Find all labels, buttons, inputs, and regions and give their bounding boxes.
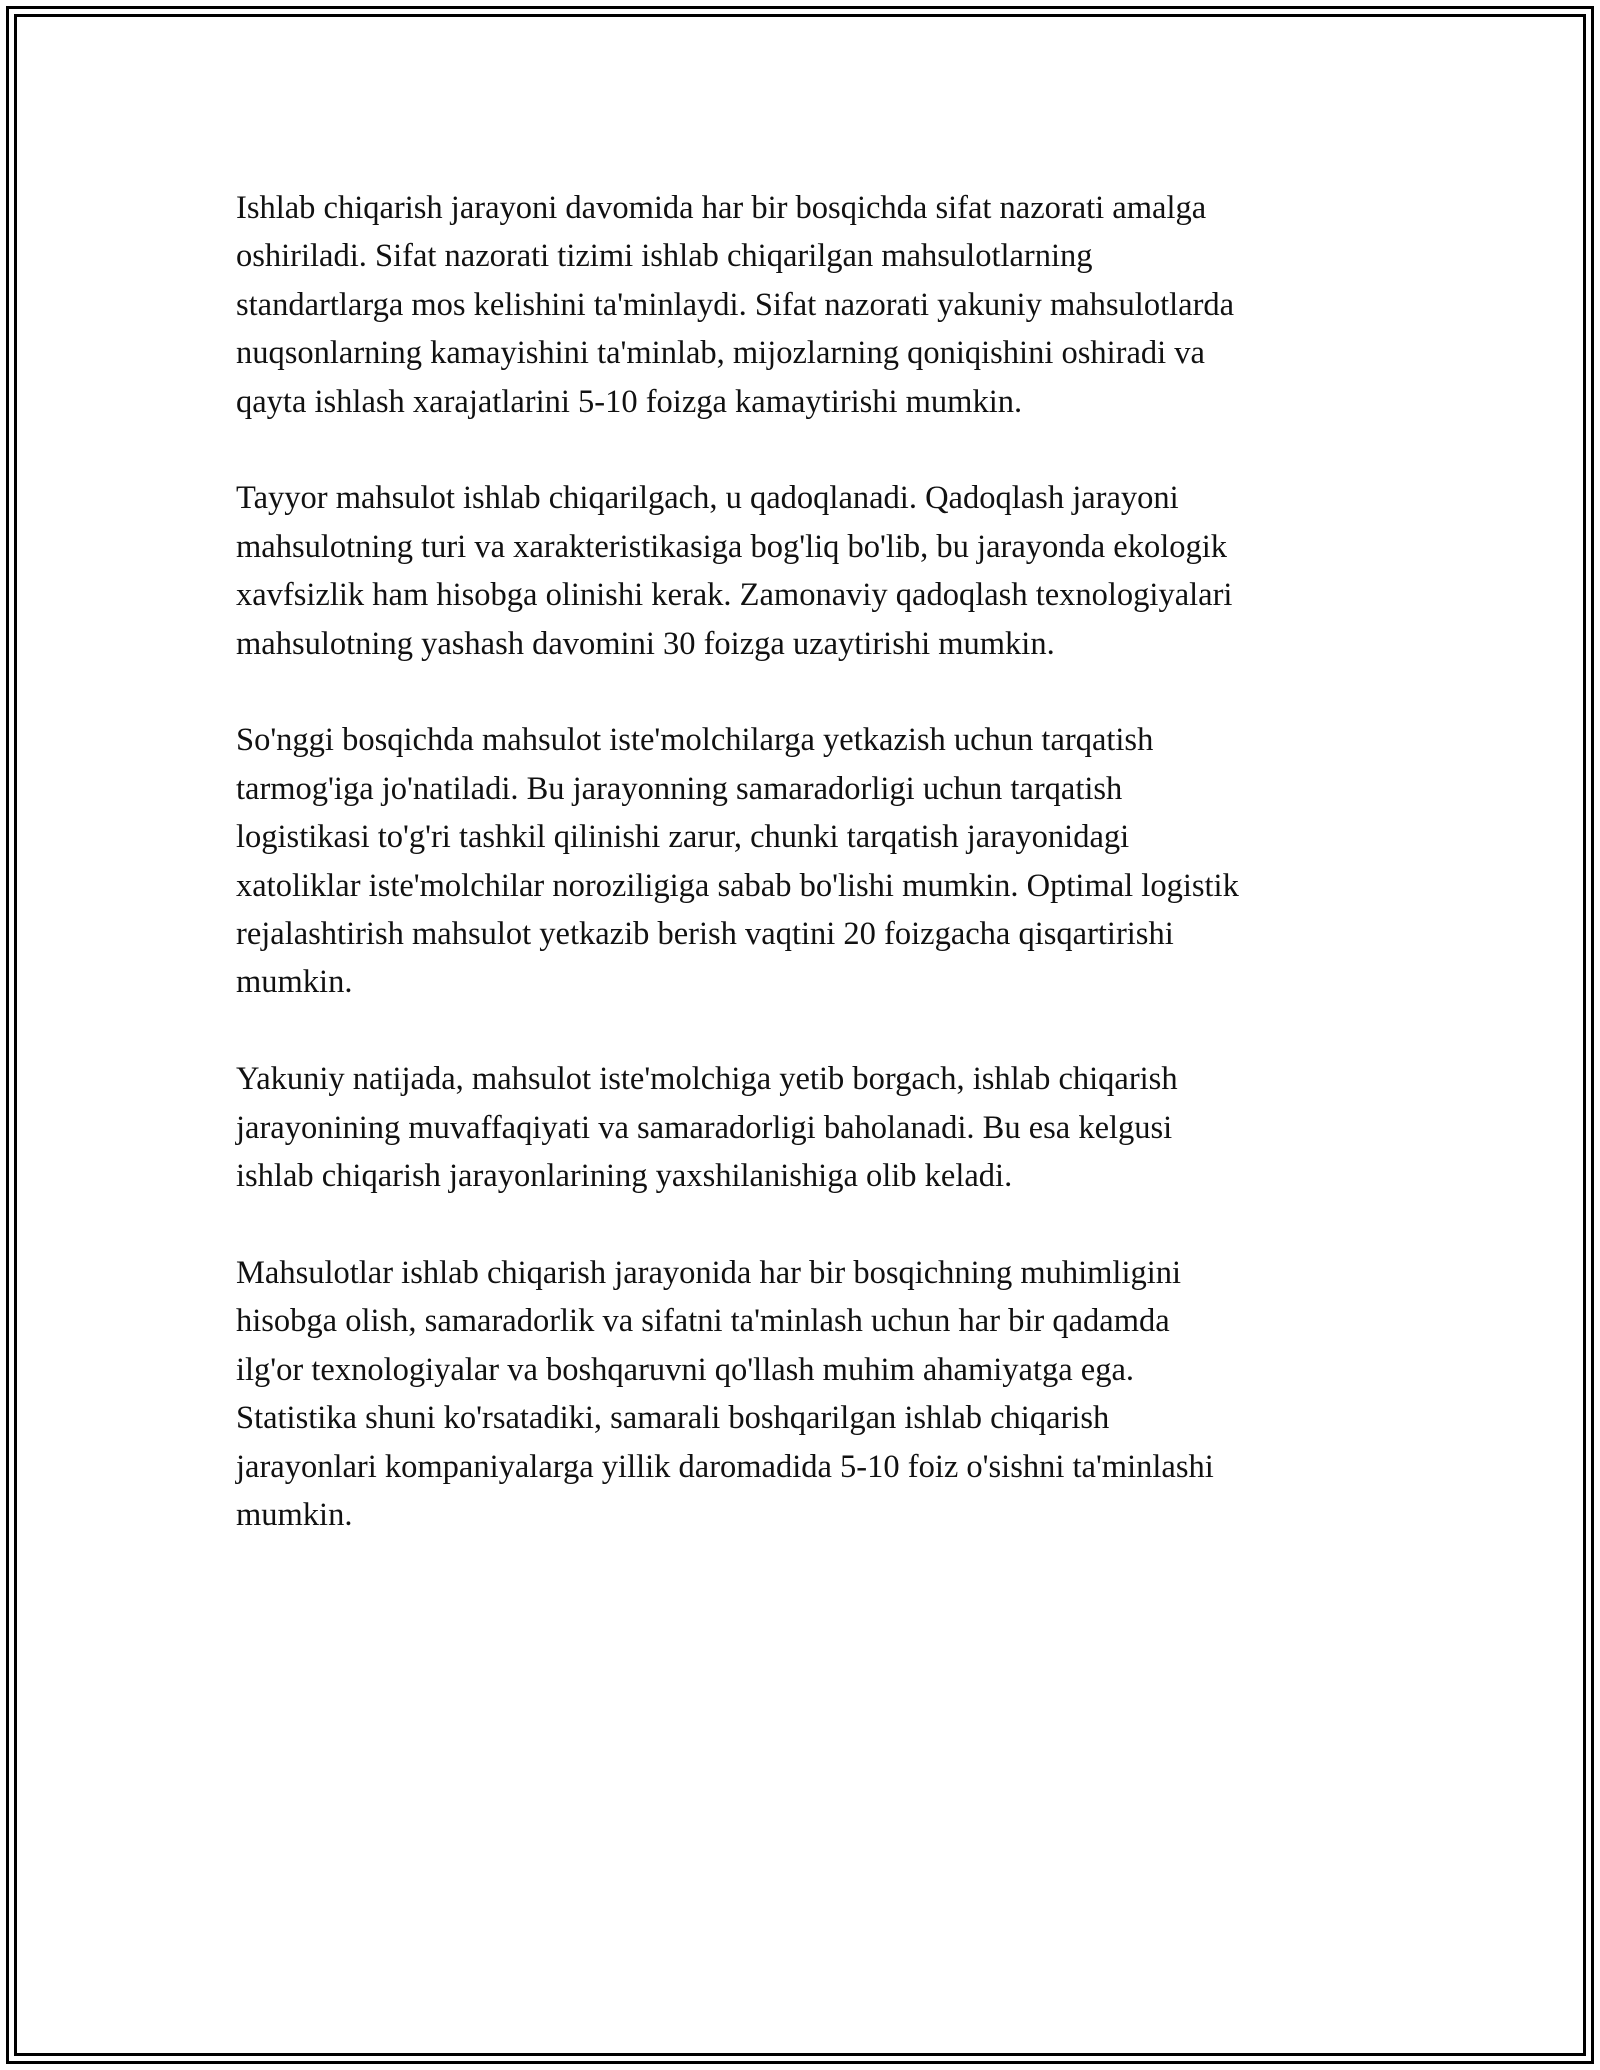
paragraph-distribution: So'nggi bosqichda mahsulot iste'molchilarga yetkazish uchun tarqatish tarmog'iga jo'natiladi. Bu jarayonning samaradorligi uchun tarqatish logistikasi to'g'ri tashkil qilinishi zarur, chunki tarqatish jarayonidagi xatoliklar iste'molchilar noroziligiga sabab bo'lishi mumkin. Optimal logistik rejalashtirish mahsulot yetkazib berish vaqtini 20 foizgacha qisqartirishi mumkin.: [236, 722, 1239, 1001]
paragraph-final-result: Yakuniy natijada, mahsulot iste'molchiga yetib borgach, ishlab chiqarish jarayonining muvaffaqiyati va samaradorligi baholanadi. Bu esa kelgusi ishlab chiqarish jarayonlarining yaxshilanishiga olib keladi.: [236, 1061, 1178, 1195]
document-body: [236, 184, 1376, 1539]
paragraph-conclusion: Mahsulotlar ishlab chiqarish jarayonida har bir bosqichning muhimligini hisobga olish, samaradorlik va sifatni ta'minlash uchun har bir qadamda ilg'or texnologiyalar va boshqaruvni qo'llash muhim ahamiyatga ega. Statistika shuni ko'rsatadiki, samarali boshqarilgan ishlab chiqarish jarayonlari kompaniyalarga yillik daromadida 5-10 foiz o'sishni ta'minlashi mumkin.: [236, 1254, 1214, 1533]
paragraph-quality-control: Ishlab chiqarish jarayoni davomida har bir bosqichda sifat nazorati amalga oshiriladi. Sifat nazorati tizimi ishlab chiqarilgan mahsulotlarning standartlarga mos kelishini ta'minlaydi. Sifat nazorati yakuniy mahsulotlarda nuqsonlarning kamayishini ta'minlab, mijozlarning qoniqishini oshiradi va qayta ishlash xarajatlarini 5-10 foizga kamaytirishi mumkin.: [236, 190, 1235, 420]
paragraph-packaging: Tayyor mahsulot ishlab chiqarilgach, u qadoqlanadi. Qadoqlash jarayoni mahsulotning turi va xarakteristikasiga bog'liq bo'lib, bu jarayonda ekologik xavfsizlik ham hisobga olinishi kerak. Zamonaviy qadoqlash texnologiyalari mahsulotning yashash davomini 30 foizga uzaytirishi mumkin.: [236, 480, 1233, 662]
